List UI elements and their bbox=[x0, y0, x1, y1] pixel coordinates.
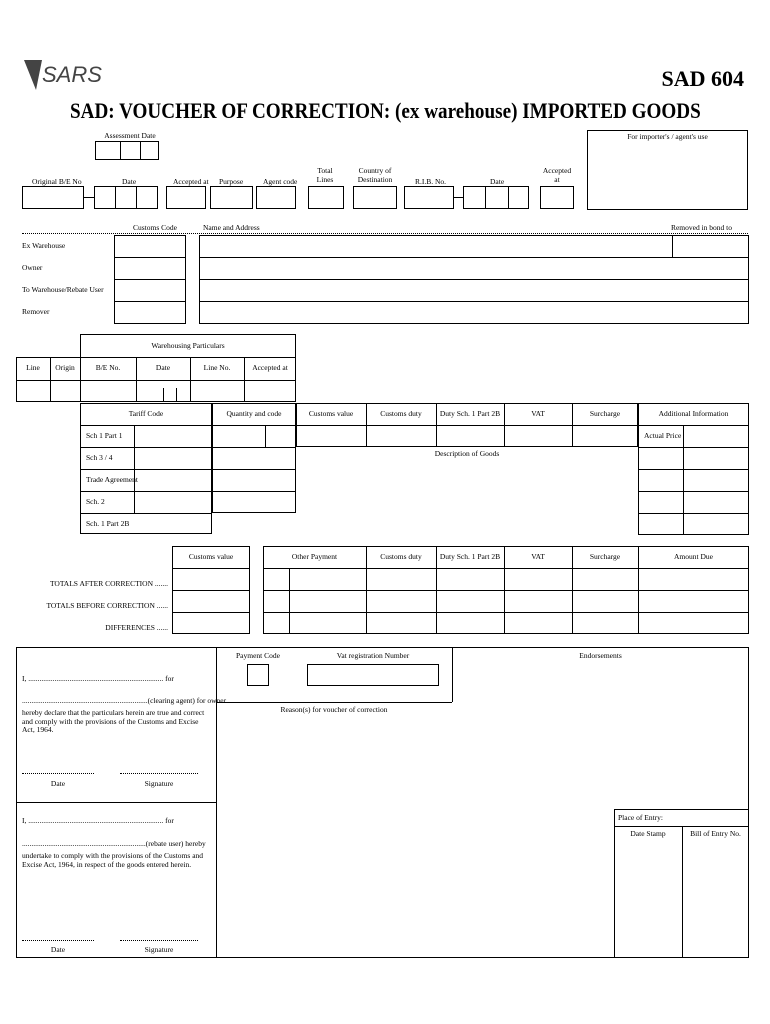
tv-vat-label: VAT bbox=[531, 409, 545, 418]
declaration-date-label: Date bbox=[50, 779, 66, 788]
totals-after-label: TOTALS AFTER CORRECTION ....... bbox=[49, 579, 168, 588]
rebate-date-label: Date bbox=[50, 945, 66, 954]
original-be-field[interactable] bbox=[22, 186, 84, 209]
payment-code-field[interactable] bbox=[247, 664, 269, 686]
sars-logo bbox=[22, 56, 102, 94]
tv-customs-duty-label: Customs duty bbox=[380, 409, 422, 418]
accepted-at-label: Accepted at bbox=[173, 177, 209, 186]
wh-date-label: Date bbox=[155, 363, 171, 372]
accepted-at2-label: Accepted at bbox=[542, 166, 572, 184]
reasons-label: Reason(s) for voucher of correction bbox=[280, 705, 388, 714]
date2-label: Date bbox=[490, 177, 505, 186]
totals-amount-due-label: Amount Due bbox=[674, 552, 713, 561]
actual-price-label: Actual Price bbox=[644, 431, 682, 440]
country-dest-label: Country of Destination bbox=[357, 166, 393, 184]
date-stamp-label: Date Stamp bbox=[630, 829, 666, 838]
trade-agreement-label: Trade Agreement bbox=[86, 475, 139, 484]
tv-surcharge-label: Surcharge bbox=[589, 409, 621, 418]
assessment-date-label: Assessment Date bbox=[104, 131, 156, 140]
additional-info-label: Additional Information bbox=[658, 409, 729, 418]
wh-line-label: Line bbox=[26, 363, 40, 372]
rebate-i-for: I, ........................................................................ for bbox=[22, 816, 174, 825]
owner-label: Owner bbox=[22, 263, 43, 272]
rib-field[interactable] bbox=[404, 186, 454, 209]
accepted-at-field[interactable] bbox=[166, 186, 206, 209]
to-warehouse-label: To Warehouse/Rebate User bbox=[22, 285, 104, 294]
declaration-i-for: I, ........................................................................ for bbox=[22, 674, 174, 683]
totals-duty-sch-label: Duty Sch. 1 Part 2B bbox=[439, 552, 501, 561]
total-lines-field[interactable] bbox=[308, 186, 344, 209]
sch2-label: Sch. 2 bbox=[86, 497, 105, 506]
warehousing-title: Warehousing Particulars bbox=[151, 341, 225, 350]
rebate-line: ..................................................................(rebate user) hereby bbox=[22, 839, 206, 848]
total-lines-label: Total Lines bbox=[316, 166, 334, 184]
wh-lineno-label: Line No. bbox=[203, 363, 231, 372]
declaration-agent-line: ...................................................................(clearing agent) for owner bbox=[22, 696, 227, 705]
tariff-code-label: Tariff Code bbox=[128, 409, 164, 418]
rebate-signature-label: Signature bbox=[144, 945, 174, 954]
importers-use-box[interactable] bbox=[587, 130, 748, 210]
sch1-part2b-label: Sch. 1 Part 2B bbox=[86, 519, 130, 528]
totals-other-payment-label: Other Payment bbox=[291, 552, 338, 561]
declaration-signature-label: Signature bbox=[144, 779, 174, 788]
agent-code-label: Agent code bbox=[263, 177, 298, 186]
vat-reg-label: Vat registration Number bbox=[336, 651, 410, 660]
payment-code-label: Payment Code bbox=[236, 651, 280, 660]
ex-warehouse-label: Ex Warehouse bbox=[22, 241, 66, 250]
assessment-date-field[interactable] bbox=[95, 141, 159, 160]
original-be-label: Original B/E No bbox=[32, 177, 82, 186]
sch1-part1-label: Sch 1 Part 1 bbox=[86, 431, 123, 440]
remover-label: Remover bbox=[22, 307, 50, 316]
totals-customs-value-label: Customs value bbox=[188, 552, 234, 561]
totals-before-label: TOTALS BEFORE CORRECTION ...... bbox=[46, 601, 168, 610]
bill-entry-label: Bill of Entry No. bbox=[690, 829, 741, 838]
form-code: SAD 604 bbox=[661, 66, 744, 91]
totals-customs-duty-label: Customs duty bbox=[380, 552, 422, 561]
differences-label: DIFFERENCES ...... bbox=[105, 623, 168, 632]
accepted-at2-field[interactable] bbox=[540, 186, 574, 209]
quantity-code-box[interactable] bbox=[212, 403, 296, 513]
date-field[interactable] bbox=[94, 186, 158, 209]
vat-reg-field[interactable] bbox=[307, 664, 439, 686]
purpose-field[interactable] bbox=[210, 186, 253, 209]
totals-surcharge-label: Surcharge bbox=[589, 552, 621, 561]
wh-accepted-label: Accepted at bbox=[252, 363, 288, 372]
date2-field[interactable] bbox=[463, 186, 529, 209]
totals-vat-label: VAT bbox=[531, 552, 545, 561]
rib-label: R.I.B. No. bbox=[415, 177, 447, 186]
country-dest-field[interactable] bbox=[353, 186, 397, 209]
sch3-4-label: Sch 3 / 4 bbox=[86, 453, 113, 462]
removed-bond-label: Removed in bond to bbox=[670, 223, 732, 232]
tv-duty-sch-label: Duty Sch. 1 Part 2B bbox=[439, 409, 501, 418]
endorsements-label: Endorsements bbox=[579, 651, 622, 660]
date-label: Date bbox=[122, 177, 137, 186]
undertake-text: undertake to comply with the provisions of the Customs and Excise Act, 1964, in respect of the goods entered herein. bbox=[22, 851, 204, 869]
purpose-label: Purpose bbox=[219, 177, 244, 186]
wh-origin-label: Origin bbox=[55, 363, 75, 372]
importers-use-label: For importer's / agent's use bbox=[627, 132, 708, 141]
description-label: Description of Goods bbox=[434, 449, 500, 458]
customs-code-label: Customs Code bbox=[133, 223, 177, 232]
wh-be-label: B/E No. bbox=[95, 363, 121, 372]
logo-text: SARS bbox=[42, 62, 102, 87]
page-title: SAD: VOUCHER OF CORRECTION: (ex warehouse) IMPORTED GOODS bbox=[70, 98, 701, 123]
agent-code-field[interactable] bbox=[256, 186, 296, 209]
place-entry-label: Place of Entry: bbox=[618, 813, 663, 822]
tv-customs-value-label: Customs value bbox=[308, 409, 354, 418]
declaration-text: hereby declare that the particulars herein are true and correct and comply with the provisions of the Customs and Excise Act, 1964. bbox=[22, 708, 205, 735]
quantity-code-label: Quantity and code bbox=[226, 409, 282, 418]
name-address-label: Name and Address bbox=[203, 223, 260, 232]
